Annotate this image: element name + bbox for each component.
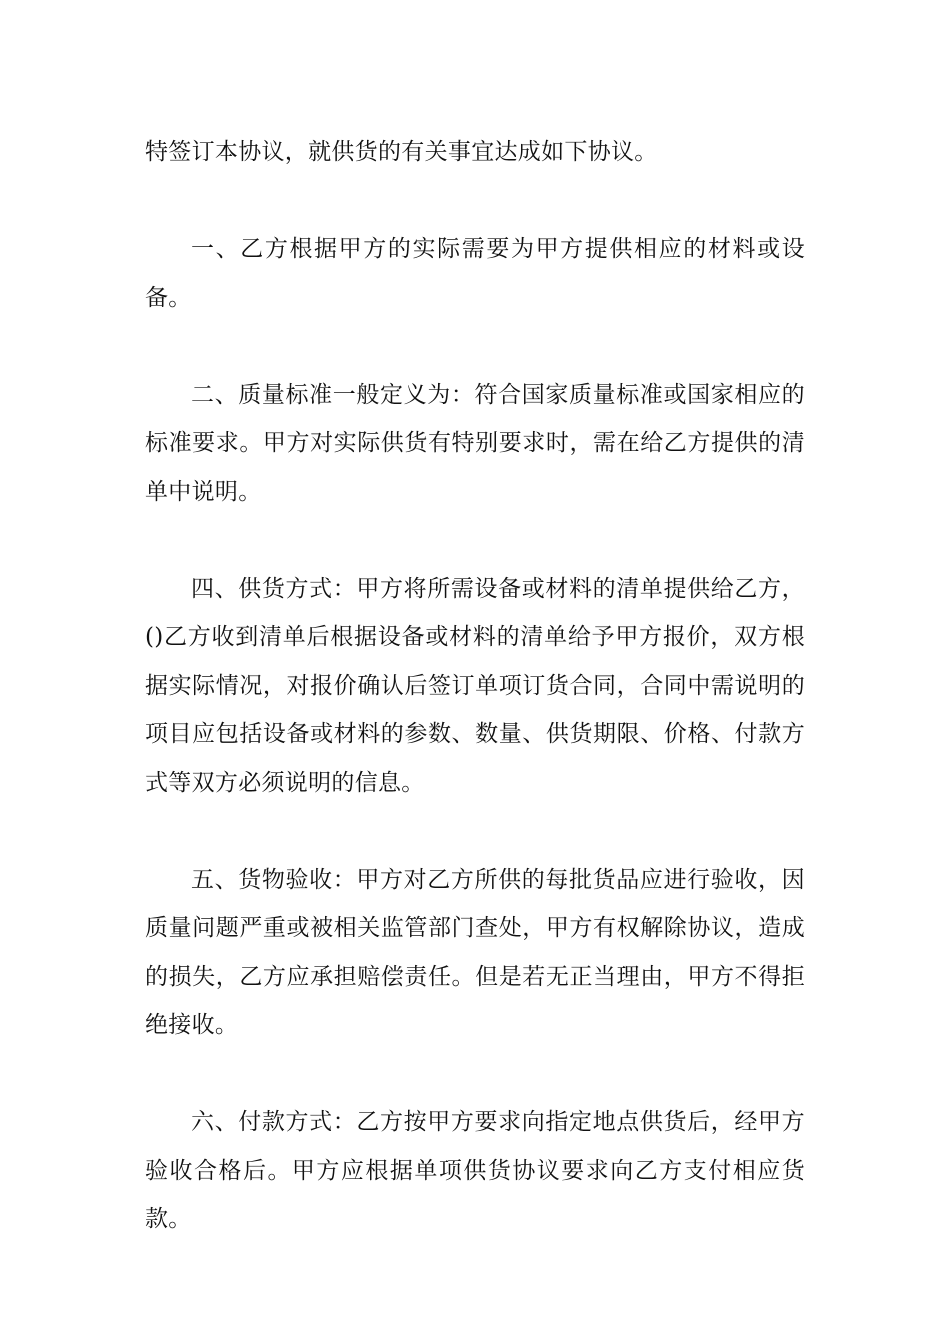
paragraph-clause-5: 五、货物验收：甲方对乙方所供的每批货品应进行验收，因质量问题严重或被相关监管部门查处，甲方有权解除协议，造成的损失，乙方应承担赔偿责任。但是若无正当理由，甲方不得拒绝接收。 xyxy=(145,866,805,1038)
paragraph-clause-4: 四、供货方式：甲方将所需设备或材料的清单提供给乙方，()乙方收到清单后根据设备或材料的清单给予甲方报价，双方根据实际情况，对报价确认后签订单项订货合同，合同中需说明的项目应包括设备或材料的参数、数量、供货期限、价格、付款方式等双方必须说明的信息。 xyxy=(145,575,805,796)
paragraph-clause-1: 一、乙方根据甲方的实际需要为甲方提供相应的材料或设备。 xyxy=(145,236,805,311)
document-body xyxy=(145,128,805,1244)
paragraph-clause-2: 二、质量标准一般定义为：符合国家质量标准或国家相应的标准要求。甲方对实际供货有特别要求时，需在给乙方提供的清单中说明。 xyxy=(145,381,805,505)
paragraph-intro: 特签订本协议，就供货的有关事宜达成如下协议。 xyxy=(145,139,658,165)
paragraph-clause-6: 六、付款方式：乙方按甲方要求向指定地点供货后，经甲方验收合格后。甲方应根据单项供货协议要求向乙方支付相应货款。 xyxy=(145,1109,805,1232)
